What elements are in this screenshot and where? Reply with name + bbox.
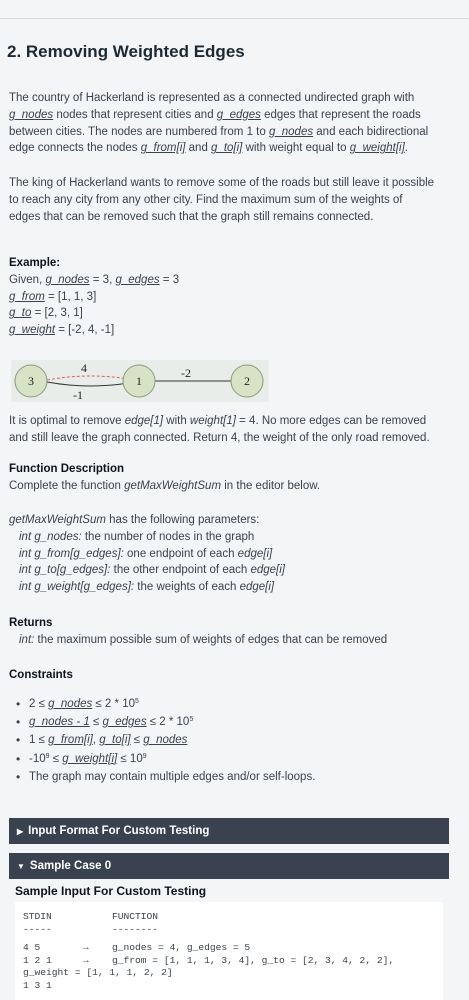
input-format-toggle[interactable]: ▶ Input Format For Custom Testing	[9, 818, 449, 844]
constraint-item: • The graph may contain multiple edges and/or self-loops.	[9, 768, 459, 786]
example-graph	[11, 360, 269, 402]
code-row: 4 5 → g_nodes = 4, g_edges = 5	[23, 942, 251, 954]
expand-arrow-icon: ▶	[17, 827, 24, 836]
top-divider	[0, 18, 469, 19]
code-row: 1 2 1 → g_from = [1, 1, 1, 3, 4], g_to = [2, 3, 4, 2, 2],	[23, 954, 395, 966]
function-description-heading: Function Description	[9, 463, 124, 475]
page-title: 2. Removing Weighted Edges	[7, 42, 245, 61]
edge-label-neg1: -1	[73, 388, 83, 402]
constraint-item: • 1 ≤ g_from[i], g_to[i] ≤ g_nodes	[9, 731, 459, 749]
function-description: Function Description Complete the function getMaxWeightSum in the editor below.	[9, 461, 459, 495]
edge-3-1-kept	[47, 382, 135, 386]
intro-paragraph-2: The king of Hackerland wants to remove some of the roads but still leave it possible to reach any city from any other city. Find the maximum sum of the weights of edges that can be removed such that the graph still remains connected.	[9, 177, 435, 223]
code-row: g_weight = [1, 1, 1, 2, 2]	[23, 967, 173, 979]
constraints-heading-block	[9, 667, 459, 684]
constraint-item: • 2 ≤ g_nodes ≤ $2 * 10^5$	[9, 695, 459, 713]
parameters-list: getMaxWeightSum has the following parameters: int g_nodes: the number of nodes in the graph int g_from[g_edges]: one endpoint of each edge[i] int g_to[g_edges]: the other endpoint of each edge[i] int g_weight[g_edges]: the weights of each edge[i]	[9, 514, 285, 594]
sample-input-title: Sample Input For Custom Testing	[15, 884, 207, 898]
intro-paragraph-1: The country of Hackerland is represented as a connected undirected graph with g_nodes nodes that represent cities and g_edges edges that represent the roads between cities. The nodes are numbered from 1 to g_nodes and each bidirectional edge connects the nodes g_from[i] and g_to[i] with weight equal to g_weight[i].	[9, 92, 429, 155]
code-row: 1 3 1	[23, 979, 52, 991]
returns-section: Returns int: the maximum possible sum of weights of edges that can be removed	[9, 615, 459, 649]
example-section: Example: Given, g_nodes = 3, g_edges = 3 g_from = [1, 1, 3] g_to = [2, 3, 1] g_weight = [-2, 4, -1]	[9, 255, 459, 339]
constraint-item: • $-10^9$ ≤ g_weight[i] ≤ $10^9$	[9, 750, 459, 768]
node-label-3: 3	[28, 374, 34, 388]
node-label-2: 2	[244, 374, 250, 388]
constraints-heading: Constraints	[9, 669, 73, 681]
optimal-explanation: It is optimal to remove edge[1] with weight[1] = 4. No more edges can be removed and still leave the graph connected. Return 4, the weight of the only road removed.	[9, 415, 430, 444]
example-heading: Example:	[9, 257, 61, 269]
node-label-1: 1	[136, 374, 142, 388]
constraint-item: • g_nodes - 1 ≤ g_edges ≤ $2 * 10^5$	[9, 713, 459, 731]
sample-case-toggle[interactable]: ▼ Sample Case 0	[9, 853, 449, 879]
collapse-arrow-icon: ▼	[17, 862, 25, 871]
edge-3-1-removed	[47, 376, 135, 380]
sample-input-code: STDIN FUNCTION ----- -------- 4 5 → g_nodes = 4, g_edges = 5 1 2 1 → g_from = [1, 1, 1, 3, 4], g_to = [2, 3, 4, 2, 2], g_weight = [1, 1, 1, 2, 2] 1 3 1	[15, 902, 443, 1000]
returns-heading: Returns	[9, 617, 53, 629]
edge-label-neg2: -2	[181, 366, 191, 380]
constraints-list	[9, 695, 459, 786]
edge-label-4: 4	[81, 361, 87, 375]
